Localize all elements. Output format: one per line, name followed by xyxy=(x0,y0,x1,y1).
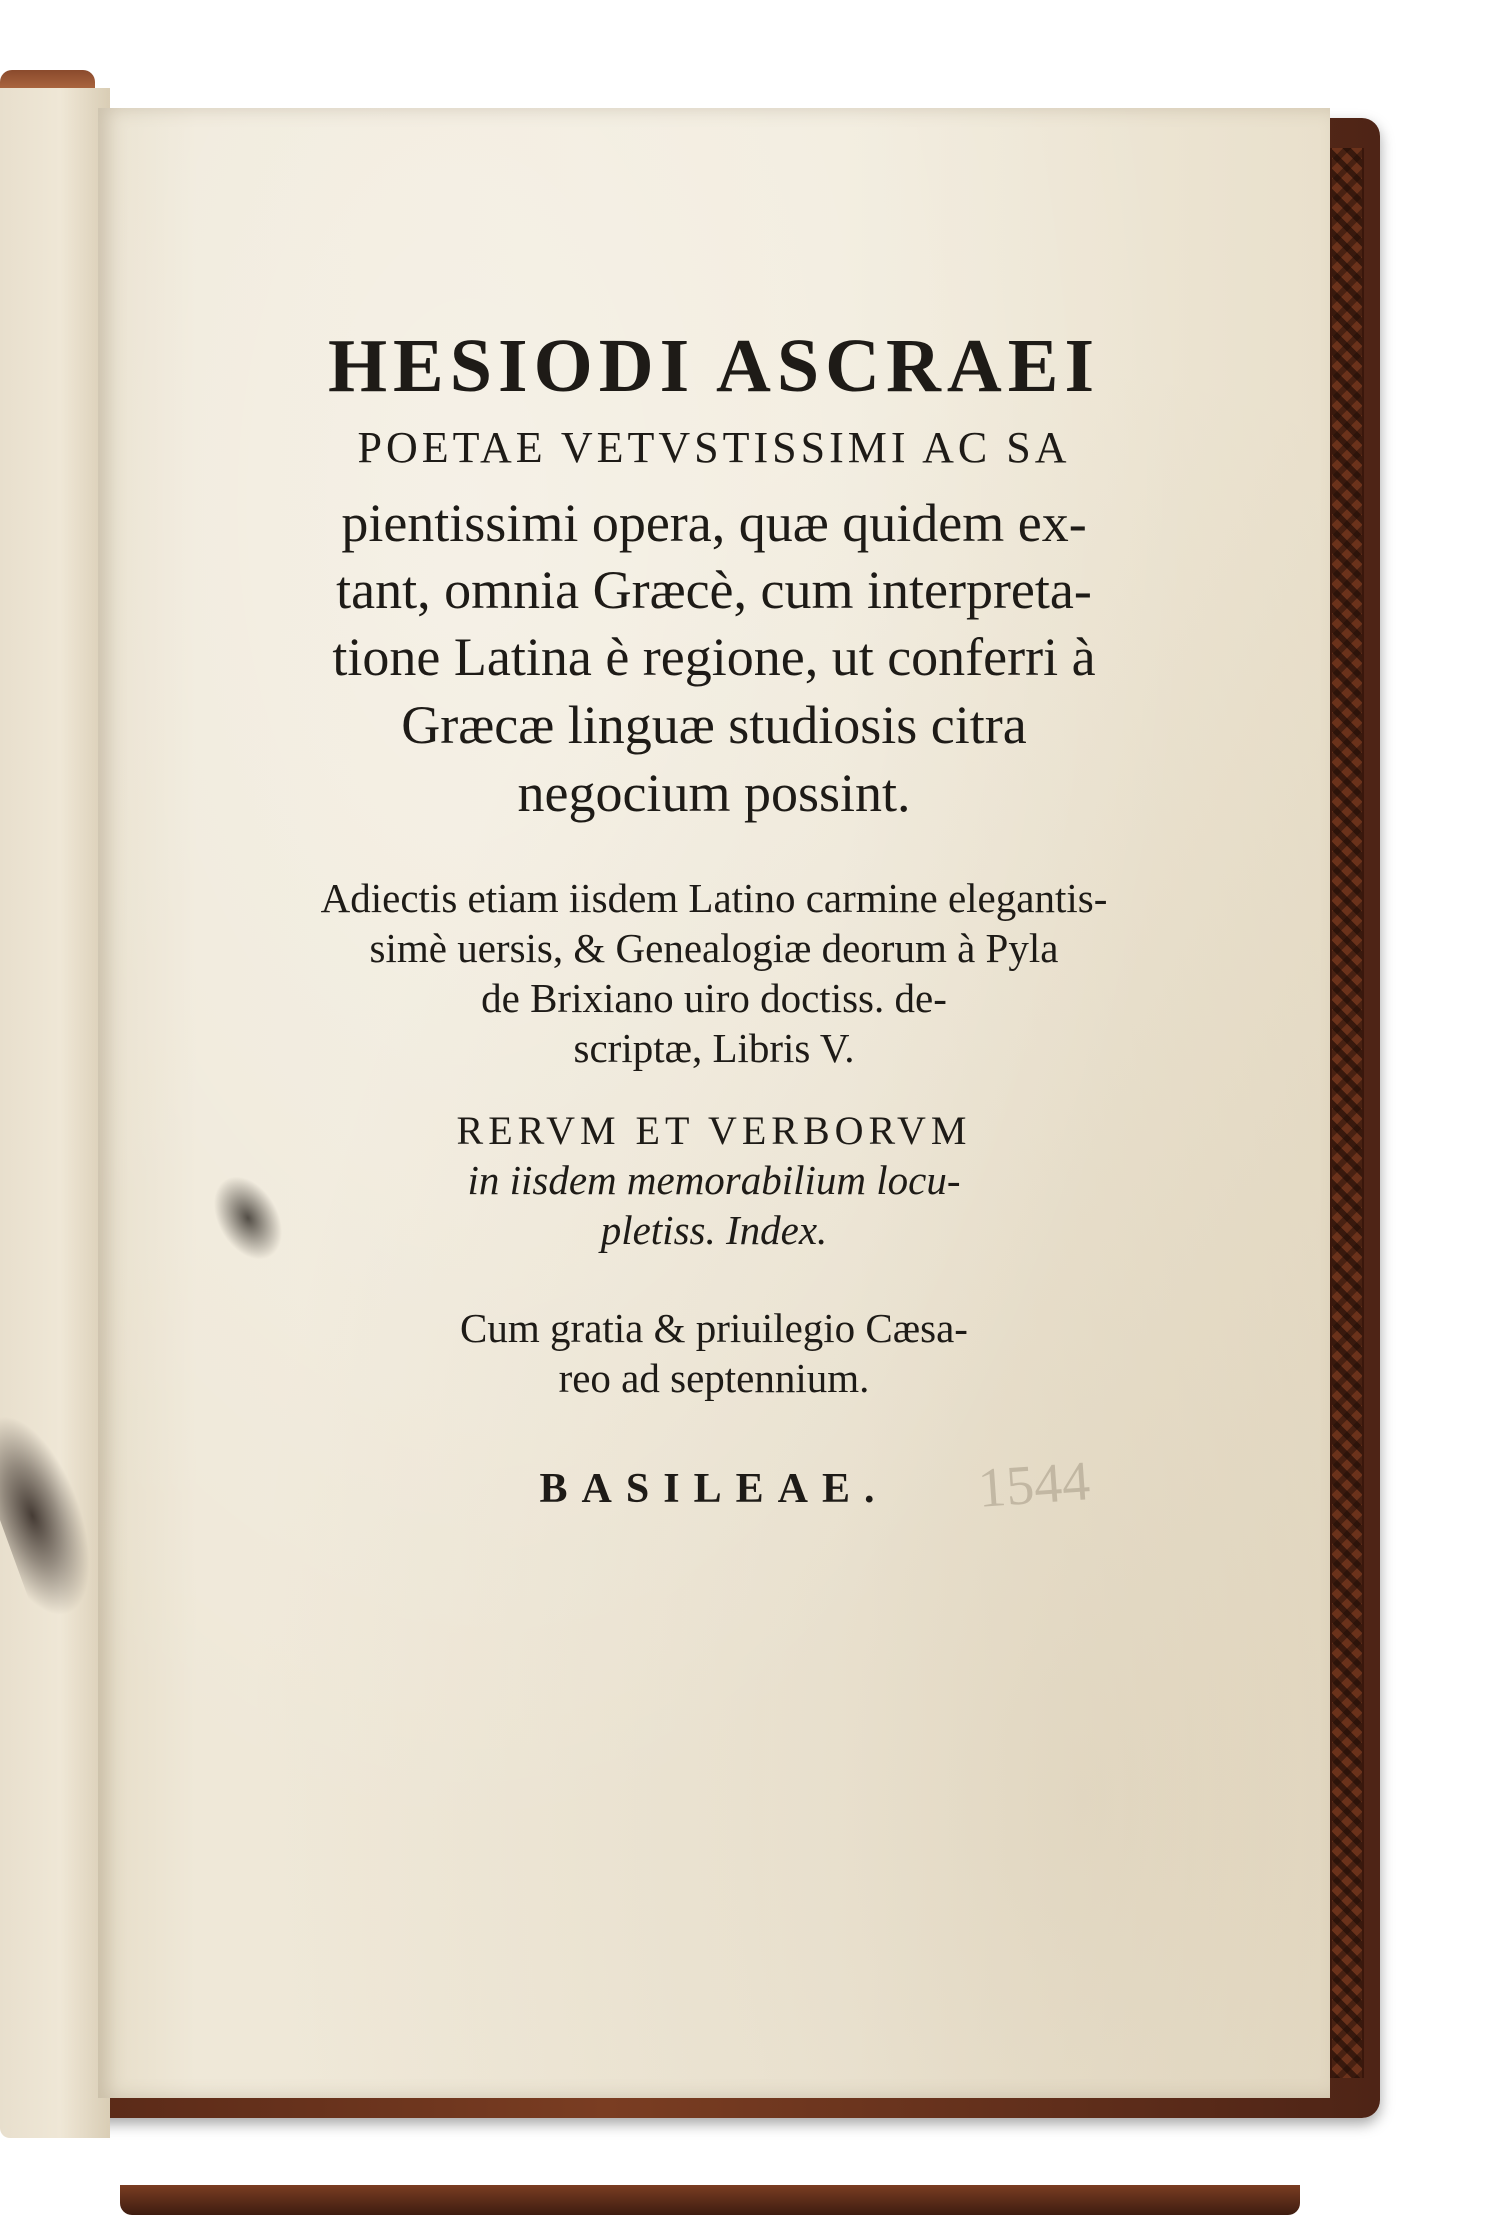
addition-line: scriptæ, Libris V. xyxy=(573,1025,855,1071)
privilege-line: Cum gratia & priuilegio Cæsa- xyxy=(460,1305,968,1351)
title-line-2: POETAE VETVSTISSIMI AC SA xyxy=(357,423,1071,472)
addition-line: de Brixiano uiro doctiss. de- xyxy=(481,975,947,1021)
imprint-place: BASILEAE. xyxy=(539,1466,889,1512)
body-line: tione Latina è regione, ut conferri à xyxy=(332,627,1096,687)
privilege-line: reo ad septennium. xyxy=(558,1355,870,1401)
addition-line: Adiectis etiam iisdem Latino carmine elegantis- xyxy=(320,875,1108,921)
index-line: pletiss. Index. xyxy=(600,1207,828,1253)
index-heading: RERVM ET VERBORVM xyxy=(456,1108,972,1153)
pencil-annotation: 1544 xyxy=(975,1450,1093,1520)
index-line: in iisdem memorabilium locu- xyxy=(467,1157,961,1203)
binding-bottom-edge xyxy=(120,2185,1300,2215)
body-line: negocium possint. xyxy=(517,763,911,823)
body-line: pientissimi opera, quæ quidem ex- xyxy=(341,493,1087,553)
title-page xyxy=(98,108,1330,2098)
addition-line: simè uersis, & Genealogiæ deorum à Pyla xyxy=(369,925,1059,971)
title-line-1: HESIODI ASCRAEI xyxy=(327,324,1101,408)
ink-smudge xyxy=(0,1401,113,1626)
body-line: tant, omnia Græcè, cum interpreta- xyxy=(336,560,1092,620)
binding-tooled-border xyxy=(1330,148,1364,2078)
body-line: Græcæ linguæ studiosis citra xyxy=(401,695,1027,755)
left-facing-page xyxy=(0,88,110,2138)
